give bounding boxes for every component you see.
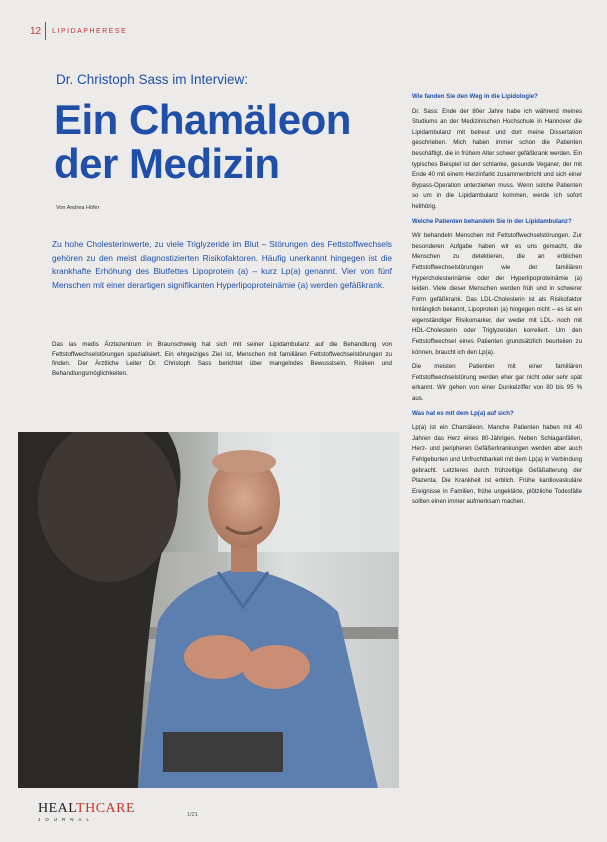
article-kicker: Dr. Christoph Sass im Interview: (56, 72, 249, 87)
interview-q1 (412, 92, 582, 103)
article-title: Ein Chamäleon der Medizin (54, 96, 351, 187)
article-lead: Zu hohe Cholesterinwerte, zu viele Triglyzeride im Blut – Störungen des Fettstoffwechsels gehören zu den meist diagnostizierten Risikofaktoren. Häufig unerkannt hingegen ist die krankhafte Erhöhung des Blutfettes Lipoprotein (a) – kurz Lp(a) genannt. Vier von fünf Menschen mit einer derartigen signifikanten Hyperlipoproteinämie (a) werden gefäßkrank. (52, 239, 392, 291)
answer-3: Lp(a) ist ein Chamäleon. Manche Patienten haben mit 40 Jahren das Herz eines 80-Jährigen. Neben Schlaganfällen, Herz- und peripheren Gefäßerkrankungen werden aber auch Fehlgeburten und Unfruchtbarkeit mit dem Lp(a) in Verbindung gebracht. Letzteres durch frühzeitige Gefäßalterung der Plazenta. Die Krankheit ist erblich. Frühe kardiovaskuläre Ereignisse in Familien, frühe ungeklärte, plötzliche Todesfälle sollten einen immer aufmerksam machen. (412, 424, 582, 506)
answer-2: Wir behandeln Menschen mit Fettstoffwechselstörungen. Zur besonderen Aufgabe haben wir es uns gemacht, die Menschen zu detektieren, die an erblichen Fettstoffwechselstörungen wie der familiären Hypercholesterinämie oder der Hyperlipoproteinämie (a) leiden. Viele dieser Menschen werden früh und in schwerer Form gefäßkrank. Das LDL-Cholesterin ist als Risikofaktor hinlänglich bekannt, Lipoprotein (a) hingegen nicht – es ist ein eigenständiger Risikomarker, der weder mit LDL- noch mit HDL-Cholesterin oder Triglyzeriden korreliert. Um den Fettstoffwechsel eines Patienten grundsätzlich beurteilen zu können, braucht ich den Lp(a). (412, 232, 582, 356)
interview-column (412, 92, 582, 512)
interview-q3 (412, 409, 582, 420)
question-3: Was hat es mit dem Lp(a) auf sich? (412, 409, 514, 417)
logo-thcare: THCARE (76, 801, 136, 816)
answer-2b: Die meisten Patienten mit einer familiären Fettstoffwechselstörung werden eher gar nicht oder sehr spät erkannt. Wir gehen von einer Dunkelziffer von 80 bis 95 % aus. (412, 363, 582, 403)
article-byline: Von Andrea Höfer (56, 205, 100, 211)
question-1: Wie fanden Sie den Weg in die Lipidologie? (412, 93, 538, 100)
interview-photo (18, 432, 399, 788)
journal-logo (38, 802, 135, 822)
article-intro: Das ias medis Ärztezentrum in Braunschweig hat sich mit seiner Lipidambulanz auf die Behandlung von Fettstoffwechselstörungen spezialisiert. Ein ehrgeiziges Ziel ist, Menschen mit familiären Fettstoffwechselstörungen zu finden. Der Ärztliche Leiter Dr. Christoph Sass berichtet über mangelndes Bewusstsein, Risiken und Behandlungsmöglichkeiten. (52, 341, 392, 378)
question-2: Welche Patienten behandeln Sie in der Lipidambulanz? (412, 217, 572, 225)
page-number: 12 (30, 25, 42, 37)
page-header (30, 22, 127, 40)
issue-number: 1/21 (187, 812, 198, 818)
page-footer (38, 802, 198, 822)
logo-journal: JOURNAL (38, 817, 95, 822)
section-label: LIPIDAPHERESE (52, 27, 128, 35)
interview-q2 (412, 217, 582, 228)
header-divider (45, 22, 46, 40)
logo-heal: HEAL (38, 801, 77, 816)
answer-1: Dr. Sass: Ende der 80er Jahre habe ich während meines Studiums an der Medizinischen Hochschule in Hannover die Lipidambulanz mit betreut und dort meine Dissertation geschrieben. Mich haben immer schon die Patienten beschäftigt, die in frühem Alter schwer gefäßkrank werden. Ein typisches Beispiel ist der schlanke, gesunde Veganer, der mit Ende 40 mit einem Herzinfarkt zusammenbricht und sich einer Bypass-Operation unterziehen muss. Wenn solche Patienten so um in die Lipidambulanz kommen, werde ich sofort hellhörig. (412, 107, 582, 210)
